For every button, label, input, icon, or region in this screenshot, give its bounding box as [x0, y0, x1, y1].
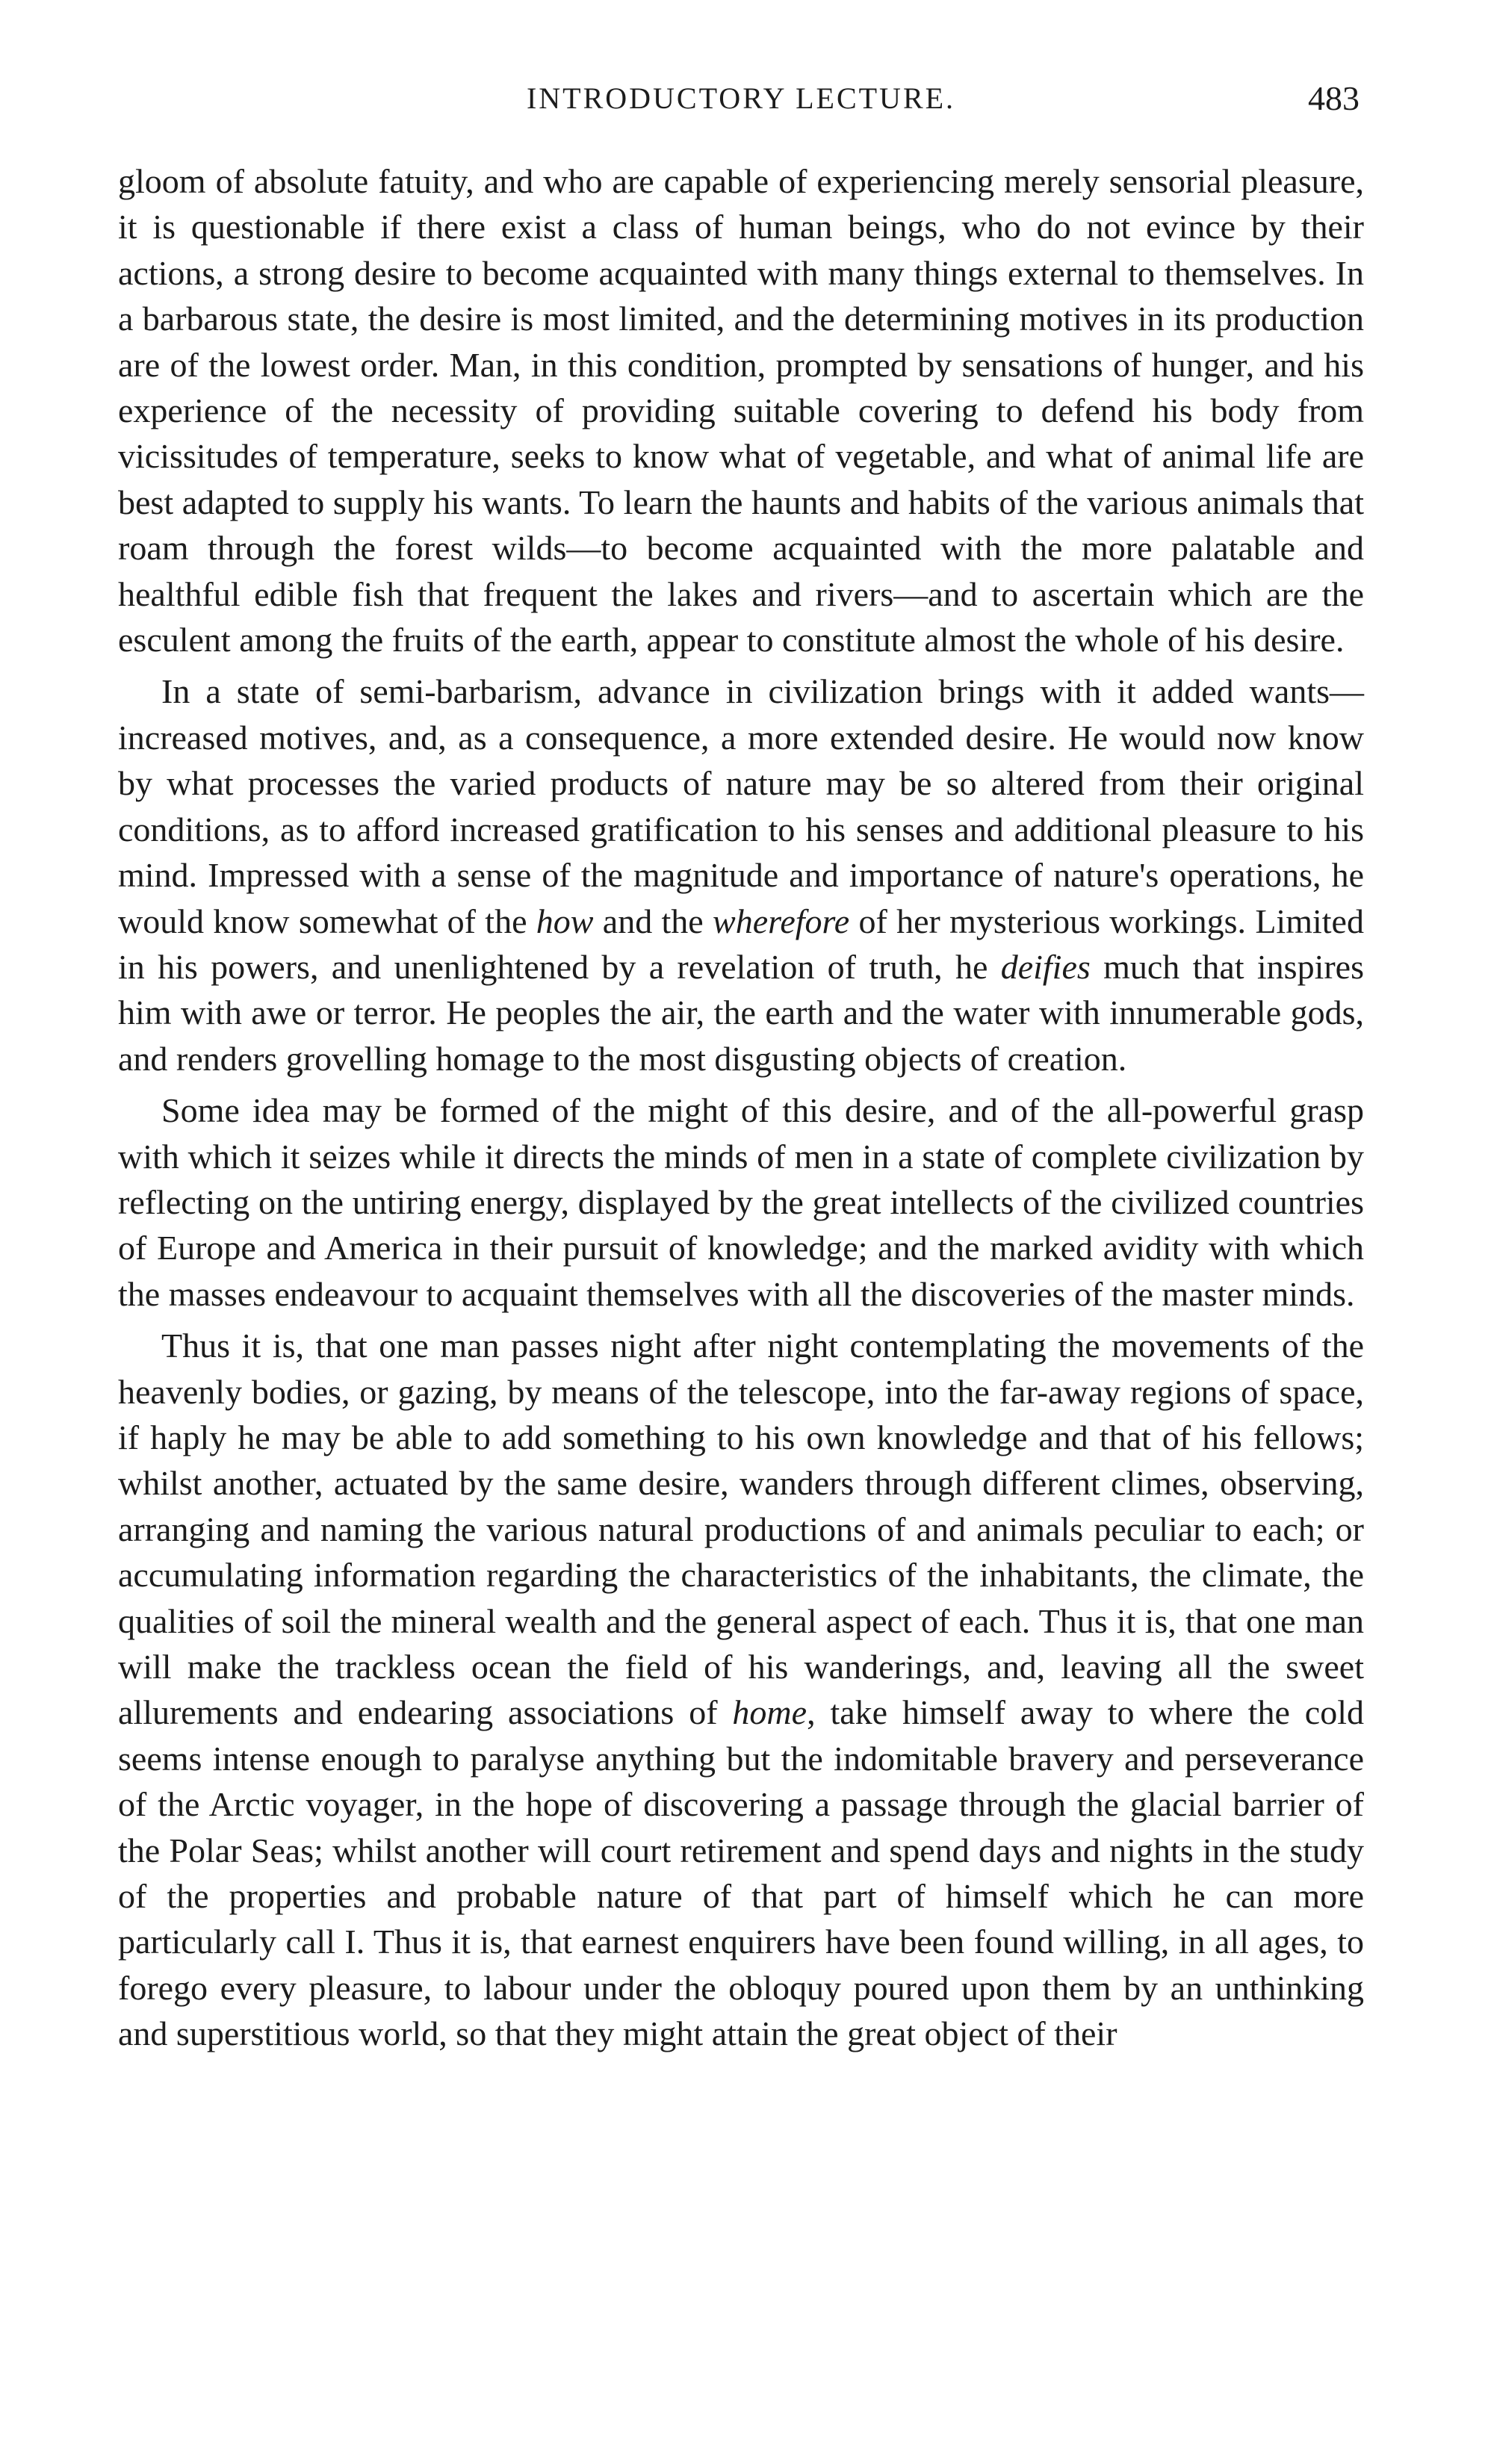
paragraph-1: [118, 158, 1364, 662]
paragraph-2-text-b: and the: [593, 901, 713, 940]
running-title: INTRODUCTORY LECTURE.: [526, 81, 956, 115]
paragraph-4-text-a: Thus it is, that one man passes night after night contemplating the movements of the heavenly bodies, or gazing, by means of the telescope, into the far-away regions of space, if haply he may be able to add something to his own knowledge and that of his fellows; whilst another, actuated by the same desire, wanders through different climes, observing, arranging and naming the various natural productions of and animals peculiar to each; or accumulating information regarding the characteristics of the inhabitants, the climate, the qualities of soil the mineral wealth and the general aspect of each. Thus it is, that one man will make the trackless ocean the field of his wanderings, and, leaving all the sweet allurements and endearing associations of: [118, 1326, 1364, 1732]
paragraph-2-text-c: of her mysterious workings. Limited in his powers, and unenlightened by a revelation of truth, he: [118, 901, 1364, 986]
italic-word-deifies: deifies: [1000, 947, 1091, 986]
paragraph-2: [118, 668, 1364, 1082]
italic-word-home: home: [732, 1693, 807, 1732]
page-number: 483: [1308, 79, 1360, 117]
paragraph-3-text: Some idea may be formed of the might of this desire, and of the all-powerful grasp with which it seizes while it directs the minds of men in a state of complete civilization by reflecting on the untiring energy, displayed by the great intellects of the civilized countries of Europe and America in their pursuit of knowledge; and the marked avidity with which the masses endeavour to acquaint themselves with all the discoveries of the master minds.: [118, 1091, 1364, 1313]
paragraph-4-text-b: , take himself away to where the cold seems intense enough to paralyse anything but the indomitable bravery and perseverance of the Arctic voyager, in the hope of discovering a passage through the glacial barrier of the Polar Seas; whilst another will court retirement and spend days and nights in the study of the properties and probable nature of that part of himself which he can more particularly call I. Thus it is, that earnest enquirers have been found willing, in all ages, to forego every pleasure, to labour under the obloquy poured upon them by an unthinking and superstitious world, so that they might attain the great object of their: [118, 1693, 1364, 2053]
body-text: [118, 158, 1364, 2057]
paragraph-4: [118, 1323, 1364, 2057]
running-head: [118, 69, 1364, 128]
paragraph-2-text-d: much that inspires him with awe or terror. He peoples the air, the earth and the water with innumerable gods, and renders grovelling homage to the most disgusting objects of creation.: [118, 947, 1364, 1078]
paragraph-1-text: gloom of absolute fatuity, and who are capable of experiencing merely sensorial pleasure, it is questionable if there exist a class of human beings, who do not evince by their actions, a strong desire to become acquainted with many things external to themselves. In a barbarous state, the desire is most limited, and the determining motives in its production are of the lowest order. Man, in this condition, prompted by sensations of hunger, and his experience of the necessity of providing suitable covering to defend his body from vicissitudes of temperature, seeks to know what of vegetable, and what of animal life are best adapted to supply his wants. To learn the haunts and habits of the various animals that roam through the forest wilds—to become acquainted with the more palatable and healthful edible fish that frequent the lakes and rivers—and to ascertain which are the esculent among the fruits of the earth, appear to constitute almost the whole of his desire.: [118, 162, 1364, 660]
book-page: [118, 69, 1364, 2063]
italic-word-how: how: [536, 901, 594, 940]
italic-word-wherefore: wherefore: [713, 901, 850, 940]
paragraph-3: [118, 1087, 1364, 1317]
paragraph-2-text-a: In a state of semi-barbarism, advance in civilization brings with it added wants—increased motives, and, as a consequence, a more extended desire. He would now know by what processes the varied products of nature may be so altered from their original conditions, as to afford increased gratification to his senses and additional pleasure to his mind. Impressed with a sense of the magnitude and importance of nature's operations, he would know somewhat of the: [118, 672, 1364, 940]
